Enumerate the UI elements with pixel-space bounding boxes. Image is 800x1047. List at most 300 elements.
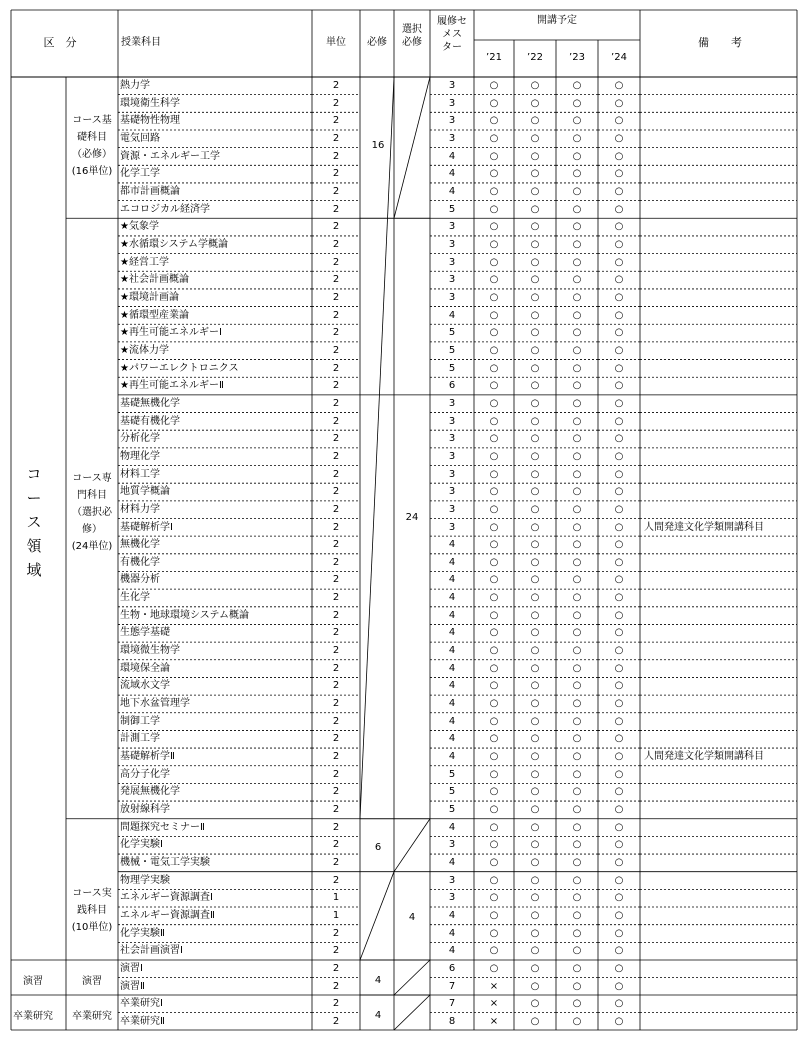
offering-mark-23: ○	[572, 327, 582, 339]
offering-mark-21: ○	[489, 786, 499, 798]
offering-mark-22: ○	[530, 680, 540, 692]
offering-mark-21: ○	[489, 627, 499, 639]
offering-mark-21: ○	[489, 768, 499, 780]
offering-mark-24: ○	[614, 945, 624, 957]
offering-mark-24: ○	[614, 804, 624, 816]
course-semester: 5	[448, 203, 456, 215]
course-credits: 2	[332, 927, 340, 939]
offering-mark-22: ○	[530, 733, 540, 745]
course-credits: 2	[332, 221, 340, 233]
course-semester: 3	[448, 238, 456, 250]
offering-mark-22: ○	[530, 839, 540, 851]
course-semester: 5	[448, 804, 456, 816]
course-name: ★パワーエレクトロニクス	[120, 362, 239, 374]
offering-mark-24: ○	[614, 450, 624, 462]
offering-mark-21: ○	[489, 486, 499, 498]
category-thesis-major: 卒業研究	[13, 1011, 53, 1022]
credit-basic-required: 16	[371, 140, 385, 151]
course-name: 卒業研究Ⅰ	[120, 998, 163, 1009]
course-name: ★社会計画概論	[120, 274, 189, 286]
category-specialized: コース専 門科目 （選択必 修） (24単位)	[71, 473, 113, 552]
course-name: 生物・地球環境システム概論	[120, 609, 249, 621]
offering-mark-23: ○	[572, 415, 582, 427]
course-credits: 2	[332, 645, 340, 657]
course-semester: 8	[448, 1015, 456, 1027]
offering-mark-24: ○	[614, 927, 624, 939]
offering-mark-24: ○	[614, 733, 624, 745]
offering-mark-24: ○	[614, 592, 624, 604]
offering-mark-22: ○	[530, 97, 540, 109]
offering-mark-21: ○	[489, 521, 499, 533]
offering-mark-21: ○	[489, 662, 499, 674]
course-semester: 4	[448, 662, 456, 674]
offering-mark-21: ○	[489, 362, 499, 374]
course-credits: 2	[332, 715, 340, 727]
offering-mark-21: ○	[489, 203, 499, 215]
course-semester: 3	[448, 97, 456, 109]
offering-mark-24: ○	[614, 397, 624, 409]
course-name: 社会計画演習Ⅰ	[120, 945, 183, 957]
offering-mark-24: ○	[614, 786, 624, 798]
offering-mark-21: ○	[489, 168, 499, 180]
offering-mark-23: ○	[572, 698, 582, 710]
offering-mark-24: ○	[614, 344, 624, 356]
offering-mark-23: ○	[572, 715, 582, 727]
course-name: 高分子化学	[120, 768, 170, 780]
offering-mark-24: ○	[614, 627, 624, 639]
course-name: 基礎物性物理	[120, 115, 180, 127]
offering-mark-24: ○	[614, 203, 624, 215]
offering-mark-23: ○	[572, 857, 582, 869]
offering-mark-24: ○	[614, 609, 624, 621]
offering-mark-21: ○	[489, 97, 499, 109]
offering-mark-22: ○	[530, 168, 540, 180]
course-semester: 4	[448, 150, 456, 162]
course-credits: 2	[332, 486, 340, 498]
course-credits: 2	[332, 415, 340, 427]
course-credits: 2	[332, 256, 340, 268]
offering-mark-22: ○	[530, 892, 540, 904]
course-name: 地質学概論	[120, 486, 170, 498]
course-semester: 3	[448, 132, 456, 144]
course-semester: 3	[448, 115, 456, 127]
offering-mark-24: ○	[614, 821, 624, 833]
offering-mark-23: ○	[572, 768, 582, 780]
course-semester: 3	[448, 503, 456, 515]
course-credits: 2	[332, 963, 340, 974]
offering-mark-21: ○	[489, 433, 499, 445]
course-name: 生化学	[120, 592, 150, 604]
offering-mark-21: ○	[489, 910, 499, 922]
course-name: 基礎無機化学	[120, 397, 180, 409]
offering-mark-24: ○	[614, 574, 624, 586]
offering-mark-21: ○	[489, 503, 499, 515]
offering-mark-24: ○	[614, 380, 624, 392]
course-semester: 3	[448, 291, 456, 303]
offering-mark-23: ○	[572, 821, 582, 833]
course-semester: 3	[448, 468, 456, 480]
course-semester: 6	[448, 380, 456, 392]
offering-mark-21: ○	[489, 751, 499, 763]
offering-mark-23: ○	[572, 362, 582, 374]
course-semester: 4	[448, 539, 456, 551]
course-credits: 2	[332, 998, 340, 1009]
course-name: 環境微生物学	[120, 645, 180, 657]
offering-mark-23: ○	[572, 645, 582, 657]
course-semester: 3	[448, 415, 456, 427]
offering-mark-24: ○	[614, 521, 624, 533]
offering-mark-21: ○	[489, 857, 499, 869]
offering-mark-24: ○	[614, 556, 624, 568]
course-semester: 7	[448, 980, 456, 992]
course-credits: 2	[332, 539, 340, 551]
course-semester: 4	[448, 627, 456, 639]
offering-mark-24: ○	[614, 291, 624, 303]
offering-mark-21: ○	[489, 380, 499, 392]
course-credits: 2	[332, 327, 340, 339]
course-semester: 5	[448, 344, 456, 356]
course-semester: 4	[448, 185, 456, 197]
course-semester: 3	[448, 486, 456, 498]
course-credits: 2	[332, 874, 340, 886]
offering-mark-21: ○	[489, 892, 499, 904]
course-credits: 2	[332, 344, 340, 356]
offering-mark-21: ○	[489, 80, 499, 91]
offering-mark-24: ○	[614, 1015, 624, 1027]
course-semester: 3	[448, 433, 456, 445]
course-credits: 2	[332, 627, 340, 639]
offering-mark-22: ○	[530, 362, 540, 374]
offering-mark-23: ○	[572, 433, 582, 445]
course-name: 環境保全論	[120, 662, 170, 674]
course-name: 化学実験Ⅰ	[120, 839, 163, 851]
offering-mark-23: ○	[572, 150, 582, 162]
course-credits: 2	[332, 397, 340, 409]
offering-mark-23: ○	[572, 256, 582, 268]
offering-mark-23: ○	[572, 733, 582, 745]
course-name: 放射線科学	[120, 804, 170, 816]
course-name: 物理学実験	[120, 874, 170, 886]
offering-mark-21: ○	[489, 274, 499, 286]
course-semester: 4	[448, 309, 456, 321]
offering-mark-21: ○	[489, 132, 499, 144]
course-semester: 4	[448, 556, 456, 568]
offering-mark-21: ○	[489, 344, 499, 356]
course-name: 基礎解析学Ⅰ	[120, 521, 173, 533]
credit-practical-elective: 4	[408, 912, 416, 923]
offering-mark-23: ○	[572, 963, 582, 974]
offering-mark-21: ○	[489, 309, 499, 321]
course-credits: 2	[332, 450, 340, 462]
header-unit: 単位	[326, 37, 346, 48]
course-credits: 2	[332, 291, 340, 303]
offering-mark-24: ○	[614, 857, 624, 869]
offering-mark-22: ○	[530, 115, 540, 127]
offering-mark-24: ○	[614, 680, 624, 692]
offering-mark-24: ○	[614, 362, 624, 374]
course-credits: 2	[332, 168, 340, 180]
offering-mark-21: ○	[489, 698, 499, 710]
course-name: 分析化学	[120, 433, 160, 445]
offering-mark-22: ○	[530, 945, 540, 957]
offering-mark-23: ○	[572, 786, 582, 798]
offering-mark-24: ○	[614, 715, 624, 727]
course-name: 演習Ⅱ	[120, 980, 145, 992]
course-credits: 1	[332, 910, 340, 922]
offering-mark-22: ○	[530, 521, 540, 533]
offering-mark-22: ○	[530, 221, 540, 233]
credit-exercise-required: 4	[374, 975, 382, 986]
offering-mark-24: ○	[614, 892, 624, 904]
course-semester: 3	[448, 397, 456, 409]
course-name: 生態学基礎	[120, 627, 170, 639]
offering-mark-24: ○	[614, 274, 624, 286]
offering-mark-23: ○	[572, 221, 582, 233]
course-credits: 2	[332, 80, 340, 91]
course-credits: 2	[332, 380, 340, 392]
offering-mark-22: ○	[530, 185, 540, 197]
offering-mark-22: ○	[530, 256, 540, 268]
offering-mark-24: ○	[614, 963, 624, 974]
course-credits: 2	[332, 238, 340, 250]
offering-mark-23: ○	[572, 874, 582, 886]
offering-mark-24: ○	[614, 327, 624, 339]
course-credits: 2	[332, 733, 340, 745]
category-thesis-minor: 卒業研究	[72, 1011, 112, 1022]
credit-thesis-required: 4	[374, 1010, 382, 1021]
offering-mark-23: ○	[572, 80, 582, 91]
offering-mark-22: ○	[530, 344, 540, 356]
offering-mark-23: ○	[572, 574, 582, 586]
course-name: ★再生可能エネルギーⅡ	[120, 380, 224, 392]
offering-mark-22: ○	[530, 309, 540, 321]
offering-mark-21: ○	[489, 415, 499, 427]
offering-mark-21: ×	[489, 1015, 499, 1027]
course-name: 化学工学	[120, 168, 160, 180]
offering-mark-21: ○	[489, 238, 499, 250]
offering-mark-24: ○	[614, 503, 624, 515]
offering-mark-22: ○	[530, 327, 540, 339]
offering-mark-23: ○	[572, 309, 582, 321]
offering-mark-21: ○	[489, 556, 499, 568]
offering-mark-24: ○	[614, 238, 624, 250]
offering-mark-23: ○	[572, 609, 582, 621]
course-semester: 7	[448, 998, 456, 1009]
course-name: 卒業研究Ⅱ	[120, 1015, 165, 1027]
offering-mark-21: ○	[489, 450, 499, 462]
offering-mark-23: ○	[572, 839, 582, 851]
course-semester: 4	[448, 592, 456, 604]
category-exercise-major: 演習	[23, 976, 43, 987]
header-year-21: ’21	[486, 52, 502, 63]
header-year-23: ’23	[569, 52, 585, 63]
course-credits: 2	[332, 203, 340, 215]
course-semester: 4	[448, 168, 456, 180]
credit-specialized-elective: 24	[405, 512, 419, 523]
offering-mark-23: ○	[572, 556, 582, 568]
offering-mark-21: ×	[489, 980, 499, 992]
course-semester: 3	[448, 450, 456, 462]
header-year-22: ’22	[527, 52, 543, 63]
course-name: 問題探究セミナーⅡ	[120, 821, 205, 833]
header-schedule: 開講予定	[537, 15, 577, 26]
offering-mark-23: ○	[572, 927, 582, 939]
offering-mark-22: ○	[530, 627, 540, 639]
offering-mark-22: ○	[530, 397, 540, 409]
course-credits: 2	[332, 821, 340, 833]
offering-mark-24: ○	[614, 468, 624, 480]
course-name: 発展無機化学	[120, 786, 180, 798]
offering-mark-23: ○	[572, 344, 582, 356]
offering-mark-22: ○	[530, 910, 540, 922]
offering-mark-22: ○	[530, 874, 540, 886]
offering-mark-24: ○	[614, 662, 624, 674]
course-semester: 4	[448, 609, 456, 621]
course-credits: 2	[332, 274, 340, 286]
course-name: 都市計画概論	[120, 185, 180, 197]
offering-mark-22: ○	[530, 609, 540, 621]
offering-mark-23: ○	[572, 132, 582, 144]
course-semester: 5	[448, 768, 456, 780]
offering-mark-24: ○	[614, 768, 624, 780]
offering-mark-24: ○	[614, 80, 624, 91]
offering-mark-21: ○	[489, 115, 499, 127]
offering-mark-22: ○	[530, 768, 540, 780]
offering-mark-23: ○	[572, 998, 582, 1009]
offering-mark-24: ○	[614, 998, 624, 1009]
offering-mark-22: ○	[530, 203, 540, 215]
course-semester: 4	[448, 910, 456, 922]
header-subject: 授業科目	[121, 37, 161, 48]
offering-mark-22: ○	[530, 574, 540, 586]
offering-mark-21: ○	[489, 221, 499, 233]
course-name: 基礎解析学Ⅱ	[120, 751, 175, 763]
offering-mark-21: ○	[489, 804, 499, 816]
course-name: 地下水盆管理学	[120, 698, 190, 710]
offering-mark-23: ○	[572, 115, 582, 127]
course-semester: 3	[448, 274, 456, 286]
course-credits: 2	[332, 751, 340, 763]
offering-mark-22: ○	[530, 1015, 540, 1027]
offering-mark-24: ○	[614, 309, 624, 321]
offering-mark-22: ○	[530, 821, 540, 833]
course-credits: 2	[332, 574, 340, 586]
offering-mark-21: ○	[489, 680, 499, 692]
course-credits: 2	[332, 185, 340, 197]
course-name: 無機化学	[120, 539, 160, 551]
offering-mark-22: ○	[530, 132, 540, 144]
course-credits: 2	[332, 433, 340, 445]
offering-mark-24: ○	[614, 645, 624, 657]
offering-mark-23: ○	[572, 751, 582, 763]
offering-mark-24: ○	[614, 97, 624, 109]
offering-mark-22: ○	[530, 927, 540, 939]
offering-mark-21: ×	[489, 998, 499, 1009]
offering-mark-21: ○	[489, 539, 499, 551]
course-semester: 5	[448, 327, 456, 339]
header-semester: 履修セ メス ター	[437, 16, 467, 53]
course-name: ★環境計画論	[120, 291, 179, 303]
offering-mark-22: ○	[530, 274, 540, 286]
course-credits: 2	[332, 786, 340, 798]
course-note: 人間発達文化学類開講科目	[644, 751, 764, 763]
course-credits: 2	[332, 1015, 340, 1027]
offering-mark-24: ○	[614, 980, 624, 992]
course-semester: 4	[448, 733, 456, 745]
course-name: 環境衛生科学	[120, 97, 180, 109]
course-credits: 2	[332, 132, 340, 144]
offering-mark-23: ○	[572, 291, 582, 303]
offering-mark-22: ○	[530, 662, 540, 674]
course-credits: 2	[332, 698, 340, 710]
offering-mark-24: ○	[614, 150, 624, 162]
course-name: 電気回路	[120, 132, 160, 144]
offering-mark-22: ○	[530, 450, 540, 462]
header-required: 必修	[367, 37, 387, 48]
course-name: ★再生可能エネルギーⅠ	[120, 327, 222, 339]
category-exercise-minor: 演習	[82, 976, 102, 987]
course-name: 材料力学	[120, 503, 160, 515]
offering-mark-21: ○	[489, 733, 499, 745]
course-semester: 4	[448, 857, 456, 869]
offering-mark-22: ○	[530, 486, 540, 498]
course-name: エネルギー資源調査Ⅱ	[120, 910, 215, 922]
course-semester: 4	[448, 715, 456, 727]
offering-mark-22: ○	[530, 857, 540, 869]
course-semester: 3	[448, 839, 456, 851]
offering-mark-21: ○	[489, 609, 499, 621]
course-credits: 2	[332, 115, 340, 127]
course-name: ★経営工学	[120, 256, 169, 268]
offering-mark-21: ○	[489, 291, 499, 303]
category-basic: コース基 礎科目 （必修） (16単位)	[71, 115, 113, 177]
offering-mark-21: ○	[489, 715, 499, 727]
course-name: 機器分析	[120, 574, 160, 586]
offering-mark-23: ○	[572, 592, 582, 604]
course-semester: 3	[448, 256, 456, 268]
course-credits: 2	[332, 980, 340, 992]
course-semester: 3	[448, 221, 456, 233]
course-credits: 2	[332, 609, 340, 621]
offering-mark-24: ○	[614, 221, 624, 233]
offering-mark-24: ○	[614, 115, 624, 127]
course-semester: 5	[448, 786, 456, 798]
course-name: ★流体力学	[120, 344, 169, 356]
offering-mark-22: ○	[530, 645, 540, 657]
course-semester: 4	[448, 927, 456, 939]
offering-mark-22: ○	[530, 751, 540, 763]
offering-mark-24: ○	[614, 539, 624, 551]
offering-mark-23: ○	[572, 397, 582, 409]
offering-mark-24: ○	[614, 185, 624, 197]
offering-mark-23: ○	[572, 468, 582, 480]
course-name: ★気象学	[120, 221, 159, 233]
header-kubun: 区 分	[43, 36, 77, 49]
offering-mark-24: ○	[614, 839, 624, 851]
course-credits: 2	[332, 503, 340, 515]
course-credits: 2	[332, 521, 340, 533]
offering-mark-22: ○	[530, 380, 540, 392]
offering-mark-23: ○	[572, 539, 582, 551]
course-name: 資源・エネルギー工学	[120, 150, 220, 162]
offering-mark-24: ○	[614, 751, 624, 763]
course-name: 計測工学	[120, 733, 160, 745]
offering-mark-22: ○	[530, 804, 540, 816]
course-semester: 4	[448, 645, 456, 657]
offering-mark-21: ○	[489, 963, 499, 974]
offering-mark-23: ○	[572, 627, 582, 639]
course-credits: 2	[332, 468, 340, 480]
